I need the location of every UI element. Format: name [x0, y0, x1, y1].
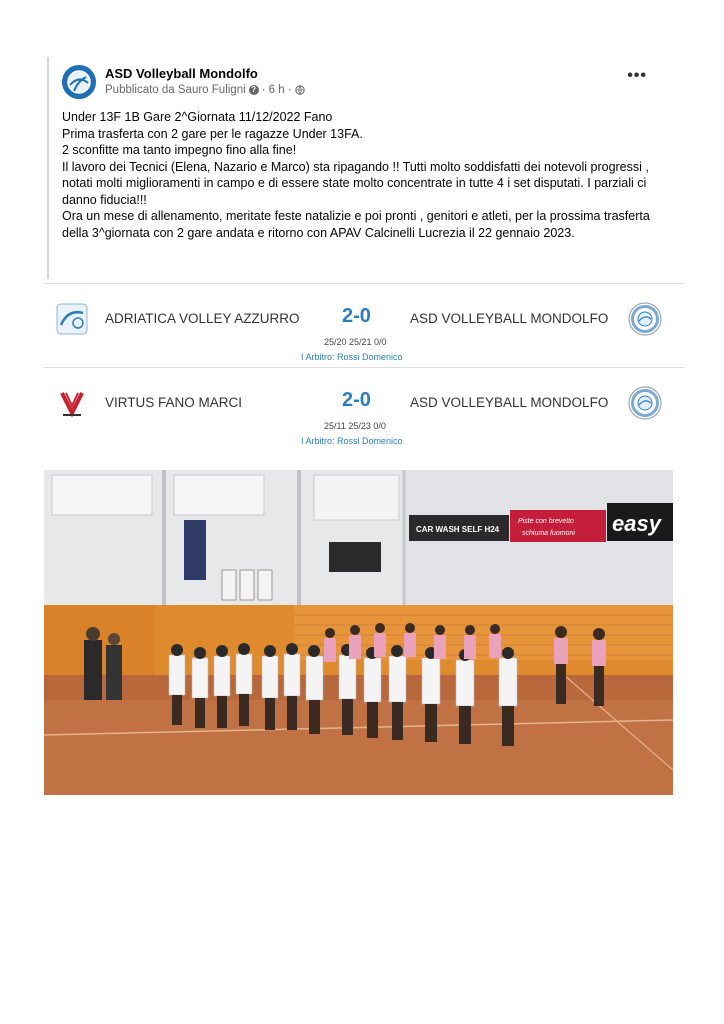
home-team: VIRTUS FANO MARCI: [105, 395, 243, 410]
page-avatar[interactable]: [62, 65, 96, 99]
match-score: 2-0: [342, 389, 371, 411]
volleyball-logo-icon: [62, 65, 96, 99]
mondolfo-logo-icon: [628, 302, 662, 336]
post-line: Il lavoro dei Tecnici (Elena, Nazario e Marco) sta ripagando !! Tutti molto soddisfatti dei notevoli progressi , notati molti miglioramenti in campo e di essere state molto concentrate in tutte 4 i set disputati. I parziali ci danno fiducia!!!: [62, 159, 649, 207]
post-card: [47, 57, 673, 279]
match-result-2: [48, 384, 678, 454]
set-scores: 25/20 25/21 0/0: [324, 337, 387, 347]
referee[interactable]: I Arbitro: Rossi Domenico: [301, 436, 403, 446]
globe-icon: [295, 85, 305, 95]
published-by[interactable]: Pubblicato da Sauro Fuligni: [105, 84, 246, 96]
page-name[interactable]: ASD Volleyball Mondolfo: [105, 66, 258, 81]
set-scores: 25/11 25/23 0/0: [324, 421, 386, 431]
divider: [44, 367, 684, 368]
post-line: 2 sconfitte ma tanto impegno fino alla fine!: [62, 143, 297, 157]
gym-photo-image: [44, 470, 673, 795]
home-team: ADRIATICA VOLLEY AZZURRO: [105, 311, 300, 326]
match-score: 2-0: [342, 305, 371, 327]
post-line: Under 13F 1B Gare 2^Giornata 11/12/2022 Fano: [62, 110, 333, 124]
team-photo[interactable]: [44, 470, 673, 795]
banner-piste: Piste con brevetto: [518, 518, 575, 525]
divider: [44, 283, 684, 284]
referee[interactable]: I Arbitro: Rossi Domenico: [301, 352, 403, 362]
post-text: [62, 109, 662, 241]
away-team: ASD VOLLEYBALL MONDOLFO: [410, 311, 609, 326]
away-team: ASD VOLLEYBALL MONDOLFO: [410, 395, 609, 410]
mondolfo-logo-icon: [628, 386, 662, 420]
adriatica-volley-logo-icon: [56, 303, 88, 335]
banner-easy: easy: [612, 511, 661, 536]
match-result-1: [48, 300, 678, 370]
post-line: Prima trasferta con 2 gare per le ragazze Under 13FA.: [62, 126, 363, 141]
help-icon[interactable]: ?: [249, 85, 259, 95]
post-line: Ora un mese di allenamento, meritate feste natalizie e poi pronti , genitori e atleti, per la prossima trasferta della 3^giornata con 2 gare andata e ritorno con APAV Calcinelli Lucrezia il 22 gennaio 2023.: [62, 209, 650, 240]
more-options-icon[interactable]: •••: [627, 67, 647, 84]
banner-schiuma: schiuma fuomoni: [522, 530, 575, 537]
post-time[interactable]: · 6 h ·: [261, 84, 292, 96]
banner-carwash: CAR WASH SELF H24: [416, 525, 500, 534]
post-meta: [105, 84, 305, 96]
post-divider: [47, 57, 49, 279]
virtus-fano-logo-icon: [56, 387, 88, 419]
